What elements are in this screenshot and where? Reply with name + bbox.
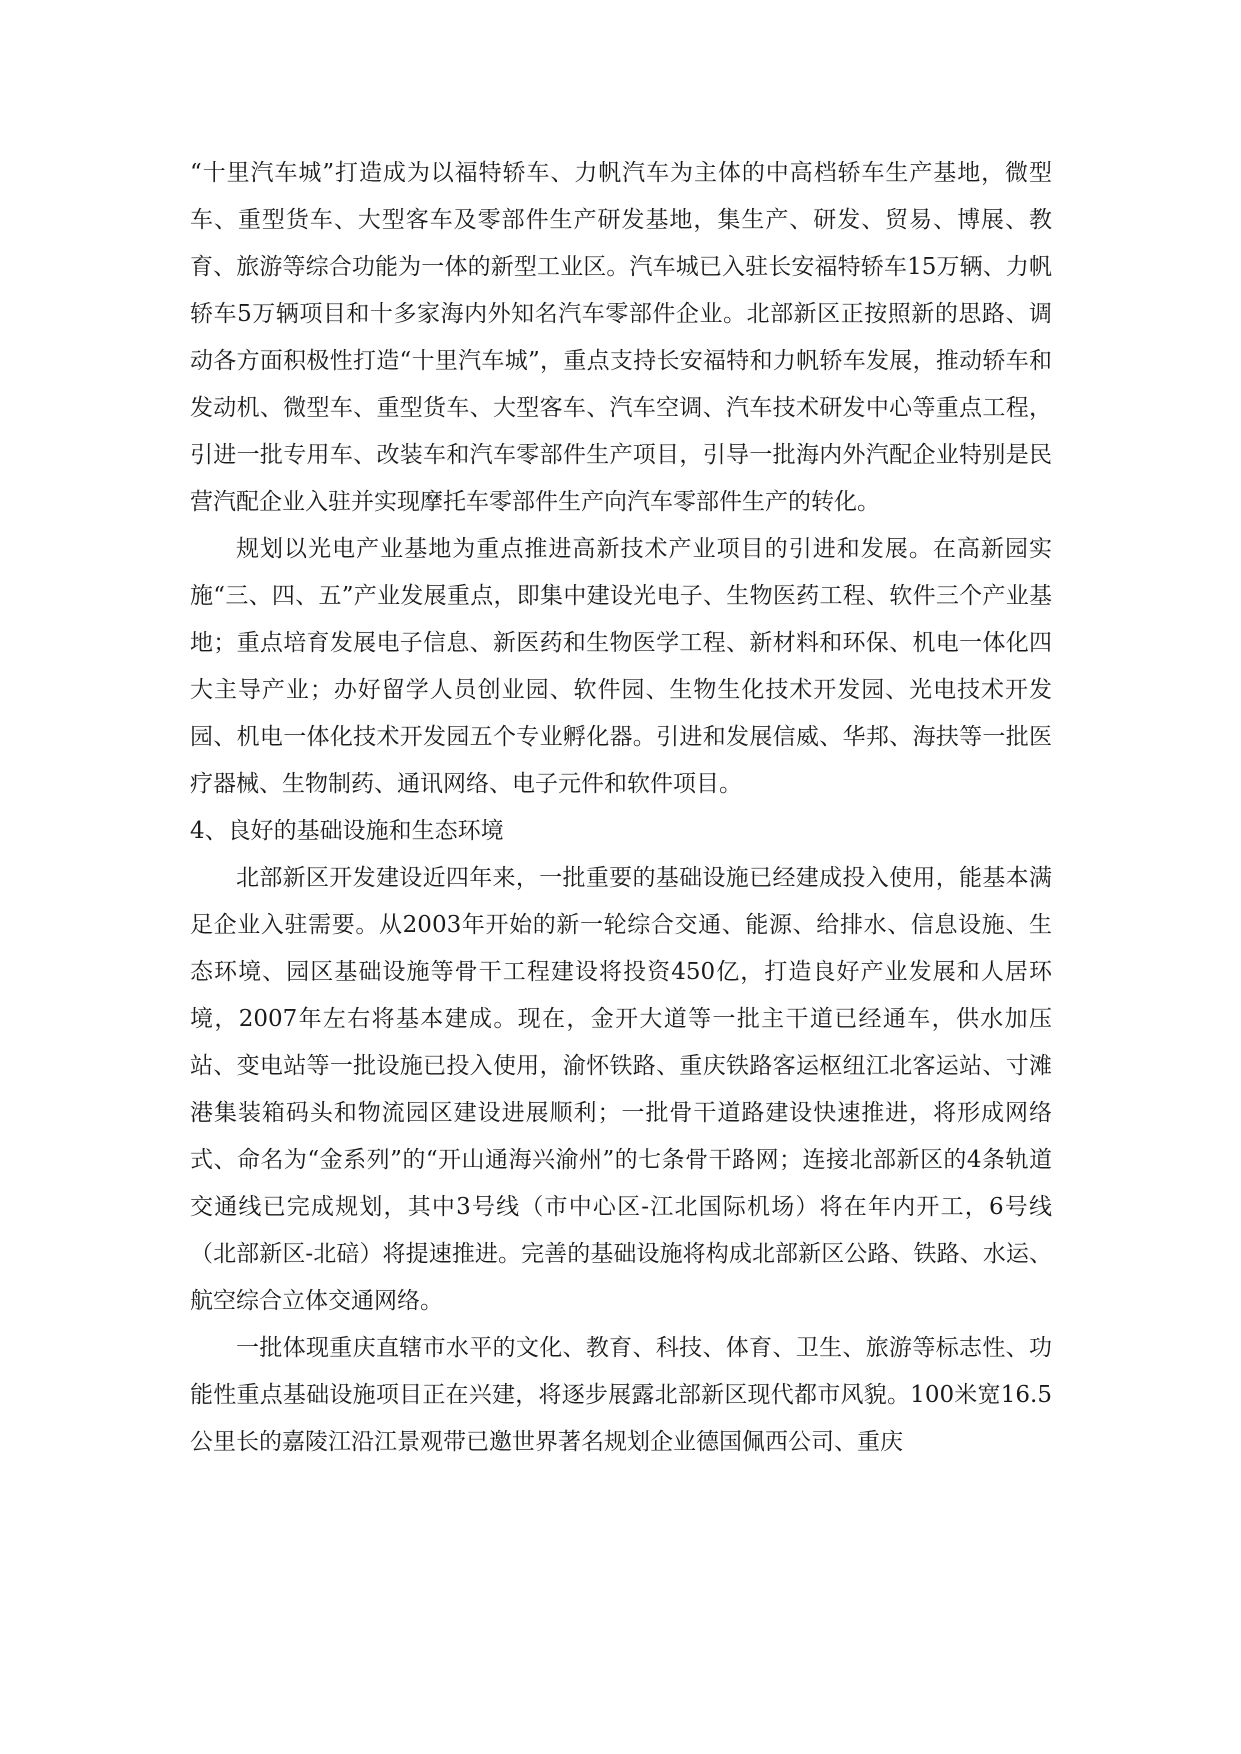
paragraph-auto-city: “十里汽车城”打造成为以福特轿车、力帆汽车为主体的中高档轿车生产基地，微型车、重型货车、大型客车及零部件生产研发基地，集生产、研发、贸易、博展、教育、旅游等综合功能为一体的新型工业区。汽车城已入驻长安福特轿车15万辆、力帆轿车5万辆项目和十多家海内外知名汽车零部件企业。北部新区正按照新的思路、调动各方面积极性打造“十里汽车城”，重点支持长安福特和力帆轿车发展，推动轿车和发动机、微型车、重型货车、大型客车、汽车空调、汽车技术研发中心等重点工程，引进一批专用车、改装车和汽车零部件生产项目，引导一批海内外汽配企业特别是民营汽配企业入驻并实现摩托车零部件生产向汽车零部件生产的转化。	[190, 160, 1052, 515]
section-heading-infrastructure: 4、良好的基础设施和生态环境	[190, 818, 504, 844]
paragraph-infrastructure: 北部新区开发建设近四年来，一批重要的基础设施已经建成投入使用，能基本满足企业入驻需要。从2003年开始的新一轮综合交通、能源、给排水、信息设施、生态环境、园区基础设施等骨干工程建设将投资450亿，打造良好产业发展和人居环境，2007年左右将基本建成。现在，金开大道等一批主干道已经通车，供水加压站、变电站等一批设施已投入使用，渝怀铁路、重庆铁路客运枢纽江北客运站、寸滩港集装箱码头和物流园区建设进展顺利；一批骨干道路建设快速推进，将形成网络式、命名为“金系列”的“开山通海兴渝州”的七条骨干路网；连接北部新区的4条轨道交通线已完成规划，其中3号线（市中心区-江北国际机场）将在年内开工，6号线（北部新区-北碚）将提速推进。完善的基础设施将构成北部新区公路、铁路、水运、航空综合立体交通网络。	[190, 865, 1052, 1314]
document-body	[190, 150, 1052, 1466]
paragraph-landmark-projects: 一批体现重庆直辖市水平的文化、教育、科技、体育、卫生、旅游等标志性、功能性重点基础设施项目正在兴建，将逐步展露北部新区现代都市风貌。100米宽16.5公里长的嘉陵江沿江景观带已邀世界著名规划企业德国佩西公司、重庆	[190, 1335, 1052, 1455]
paragraph-hi-tech-park: 规划以光电产业基地为重点推进高新技术产业项目的引进和发展。在高新园实施“三、四、五”产业发展重点，即集中建设光电子、生物医药工程、软件三个产业基地；重点培育发展电子信息、新医药和生物医学工程、新材料和环保、机电一体化四大主导产业；办好留学人员创业园、软件园、生物生化技术开发园、光电技术开发园、机电一体化技术开发园五个专业孵化器。引进和发展信威、华邦、海扶等一批医疗器械、生物制药、通讯网络、电子元件和软件项目。	[190, 536, 1052, 797]
